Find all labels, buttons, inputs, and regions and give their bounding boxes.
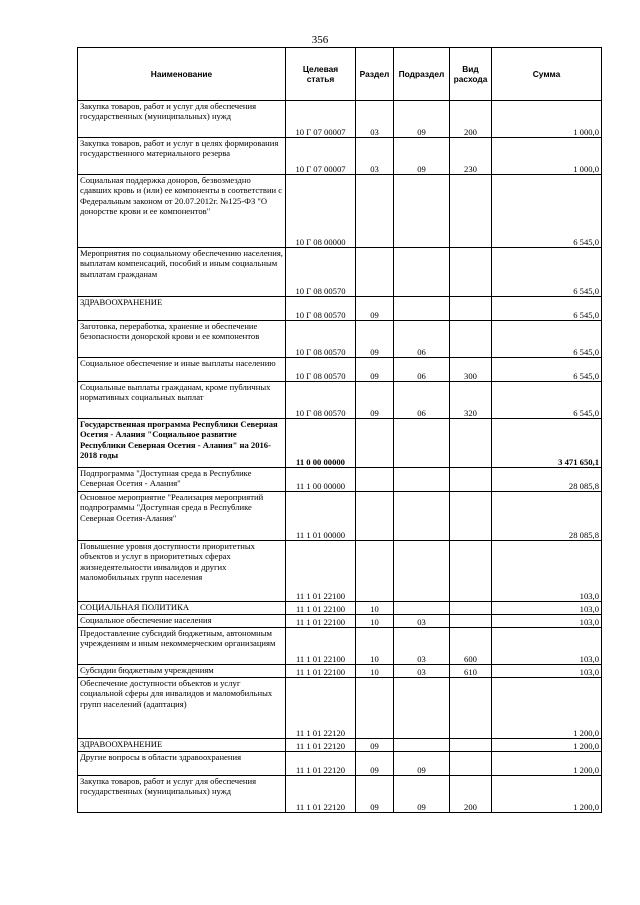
table-row	[78, 175, 602, 248]
cell-amount: 1 200,0	[492, 752, 602, 776]
cell-amount: 6 545,0	[492, 321, 602, 358]
table-row	[78, 248, 602, 297]
cell-section: 09	[356, 752, 394, 776]
cell-name: Другие вопросы в области здравоохранения	[78, 752, 286, 776]
cell-name: ЗДРАВООХРАНЕНИЕ	[78, 739, 286, 752]
cell-name: Предоставление субсидий бюджетным, автономным учреждениям и иным некоммерческим организациям	[78, 628, 286, 665]
cell-subsection: 03	[394, 628, 450, 665]
cell-amount: 3 471 650,1	[492, 419, 602, 468]
cell-amount: 103,0	[492, 602, 602, 615]
cell-name: СОЦИАЛЬНАЯ ПОЛИТИКА	[78, 602, 286, 615]
cell-amount: 103,0	[492, 615, 602, 628]
table-row	[78, 665, 602, 678]
cell-type	[450, 752, 492, 776]
cell-subsection: 09	[394, 776, 450, 813]
cell-subsection: 06	[394, 382, 450, 419]
cell-code: 10 Г 08 00570	[286, 382, 356, 419]
cell-section	[356, 419, 394, 468]
cell-name: Субсидии бюджетным учреждениям	[78, 665, 286, 678]
cell-section	[356, 678, 394, 739]
cell-type	[450, 248, 492, 297]
cell-amount: 1 200,0	[492, 678, 602, 739]
page-number: 356	[311, 34, 329, 46]
cell-code: 11 1 01 22100	[286, 602, 356, 615]
cell-subsection	[394, 739, 450, 752]
cell-section	[356, 541, 394, 602]
table-row	[78, 628, 602, 665]
cell-amount: 103,0	[492, 541, 602, 602]
cell-code: 11 0 00 00000	[286, 419, 356, 468]
cell-code: 10 Г 07 00007	[286, 101, 356, 138]
cell-code: 10 Г 08 00570	[286, 297, 356, 321]
cell-name: Основное мероприятие "Реализация мероприятий подпрограммы "Доступная среда в Республике Северная Осетия-Алания"	[78, 492, 286, 541]
cell-amount: 6 545,0	[492, 297, 602, 321]
cell-code: 11 1 01 22100	[286, 541, 356, 602]
cell-subsection	[394, 419, 450, 468]
table-row	[78, 297, 602, 321]
cell-type	[450, 321, 492, 358]
header-subsection: Подраздел	[394, 48, 450, 101]
cell-name: Подпрограмма "Доступная среда в Республике Северная Осетия - Алания"	[78, 468, 286, 492]
cell-code: 10 Г 08 00570	[286, 321, 356, 358]
cell-name: Социальное обеспечение и иные выплаты населению	[78, 358, 286, 382]
cell-section: 09	[356, 297, 394, 321]
cell-subsection: 03	[394, 665, 450, 678]
cell-type: 200	[450, 776, 492, 813]
cell-section: 03	[356, 138, 394, 175]
cell-type: 300	[450, 358, 492, 382]
cell-type	[450, 739, 492, 752]
cell-section	[356, 492, 394, 541]
cell-amount: 28 085,8	[492, 468, 602, 492]
cell-section: 10	[356, 602, 394, 615]
cell-section: 10	[356, 628, 394, 665]
cell-amount: 6 545,0	[492, 382, 602, 419]
cell-code: 11 1 01 22120	[286, 752, 356, 776]
table-row	[78, 101, 602, 138]
table-row	[78, 468, 602, 492]
cell-name: Социальная поддержка доноров, безвозмездно сдавших кровь и (или) ее компоненты в соответствии с Федеральным законом от 20.07.2012г. №125-ФЗ "О донорстве крови и ее компонентов"	[78, 175, 286, 248]
header-name: Наименование	[78, 48, 286, 101]
cell-section: 10	[356, 665, 394, 678]
cell-amount: 1 000,0	[492, 101, 602, 138]
table-row	[78, 358, 602, 382]
table-row	[78, 492, 602, 541]
cell-section: 09	[356, 321, 394, 358]
cell-code: 11 1 01 22100	[286, 615, 356, 628]
cell-amount: 1 200,0	[492, 776, 602, 813]
cell-name: Заготовка, переработка, хранение и обеспечение безопасности донорской крови и ее компонентов	[78, 321, 286, 358]
cell-code: 11 1 01 22120	[286, 678, 356, 739]
cell-type	[450, 297, 492, 321]
cell-type	[450, 419, 492, 468]
cell-amount: 28 085,8	[492, 492, 602, 541]
cell-type: 610	[450, 665, 492, 678]
cell-name: Закупка товаров, работ и услуг в целях формирования государственного материального резерва	[78, 138, 286, 175]
cell-section: 09	[356, 776, 394, 813]
table-row	[78, 678, 602, 739]
table-row	[78, 739, 602, 752]
cell-subsection: 09	[394, 101, 450, 138]
cell-subsection: 09	[394, 138, 450, 175]
cell-code: 11 1 01 00000	[286, 492, 356, 541]
cell-code: 10 Г 08 00570	[286, 248, 356, 297]
table-row	[78, 321, 602, 358]
cell-code: 11 1 01 22100	[286, 665, 356, 678]
cell-name: Повышение уровня доступности приоритетных объектов и услуг в приоритетных сферах жизнедеятельности инвалидов и других маломобильных групп населения	[78, 541, 286, 602]
cell-type	[450, 175, 492, 248]
cell-subsection	[394, 678, 450, 739]
cell-type	[450, 541, 492, 602]
cell-code: 10 Г 08 00570	[286, 358, 356, 382]
cell-name: Закупка товаров, работ и услуг для обеспечения государственных (муниципальных) нужд	[78, 776, 286, 813]
cell-name: Мероприятия по социальному обеспечению населения, выплатам компенсаций, пособий и иным социальным выплатам гражданам	[78, 248, 286, 297]
table-row	[78, 541, 602, 602]
table-row	[78, 138, 602, 175]
table-header-row	[78, 48, 602, 101]
cell-subsection	[394, 602, 450, 615]
table-row	[78, 419, 602, 468]
cell-name: Социальное обеспечение населения	[78, 615, 286, 628]
cell-subsection	[394, 541, 450, 602]
cell-subsection: 06	[394, 358, 450, 382]
cell-subsection	[394, 175, 450, 248]
budget-table	[77, 47, 602, 813]
cell-type	[450, 468, 492, 492]
cell-code: 11 1 00 00000	[286, 468, 356, 492]
table-body	[78, 101, 602, 813]
cell-name: ЗДРАВООХРАНЕНИЕ	[78, 297, 286, 321]
cell-type	[450, 678, 492, 739]
cell-type: 600	[450, 628, 492, 665]
cell-code: 11 1 01 22100	[286, 628, 356, 665]
table-row	[78, 615, 602, 628]
table-row	[78, 776, 602, 813]
cell-subsection	[394, 492, 450, 541]
cell-name: Государственная программа Республики Северная Осетия - Алания "Социальное развитие Республики Северная Осетия - Алания" на 2016-2018 годы	[78, 419, 286, 468]
cell-code: 11 1 01 22120	[286, 776, 356, 813]
cell-subsection: 09	[394, 752, 450, 776]
cell-code: 10 Г 07 00007	[286, 138, 356, 175]
cell-name: Обеспечение доступности объектов и услуг социальной сферы для инвалидов и маломобильных групп населений (адаптация)	[78, 678, 286, 739]
cell-section: 03	[356, 101, 394, 138]
cell-type	[450, 615, 492, 628]
cell-type: 320	[450, 382, 492, 419]
cell-type: 200	[450, 101, 492, 138]
cell-subsection	[394, 297, 450, 321]
cell-amount: 6 545,0	[492, 358, 602, 382]
header-code: Целевая статья	[286, 48, 356, 101]
cell-section: 10	[356, 615, 394, 628]
header-section: Раздел	[356, 48, 394, 101]
cell-code: 11 1 01 22120	[286, 739, 356, 752]
cell-code: 10 Г 08 00000	[286, 175, 356, 248]
cell-type	[450, 602, 492, 615]
cell-subsection	[394, 248, 450, 297]
cell-amount: 103,0	[492, 628, 602, 665]
header-amount: Сумма	[492, 48, 602, 101]
cell-name: Социальные выплаты гражданам, кроме публичных нормативных социальных выплат	[78, 382, 286, 419]
cell-amount: 1 000,0	[492, 138, 602, 175]
cell-section: 09	[356, 739, 394, 752]
cell-type: 230	[450, 138, 492, 175]
cell-subsection: 03	[394, 615, 450, 628]
cell-section: 09	[356, 358, 394, 382]
cell-amount: 6 545,0	[492, 175, 602, 248]
cell-amount: 1 200,0	[492, 739, 602, 752]
table-row	[78, 752, 602, 776]
cell-amount: 103,0	[492, 665, 602, 678]
cell-type	[450, 492, 492, 541]
header-type: Вид расхода	[450, 48, 492, 101]
table-row	[78, 602, 602, 615]
cell-subsection	[394, 468, 450, 492]
cell-section	[356, 175, 394, 248]
cell-amount: 6 545,0	[492, 248, 602, 297]
cell-section	[356, 468, 394, 492]
cell-name: Закупка товаров, работ и услуг для обеспечения государственных (муниципальных) нужд	[78, 101, 286, 138]
cell-section: 09	[356, 382, 394, 419]
cell-subsection: 06	[394, 321, 450, 358]
table-row	[78, 382, 602, 419]
cell-section	[356, 248, 394, 297]
